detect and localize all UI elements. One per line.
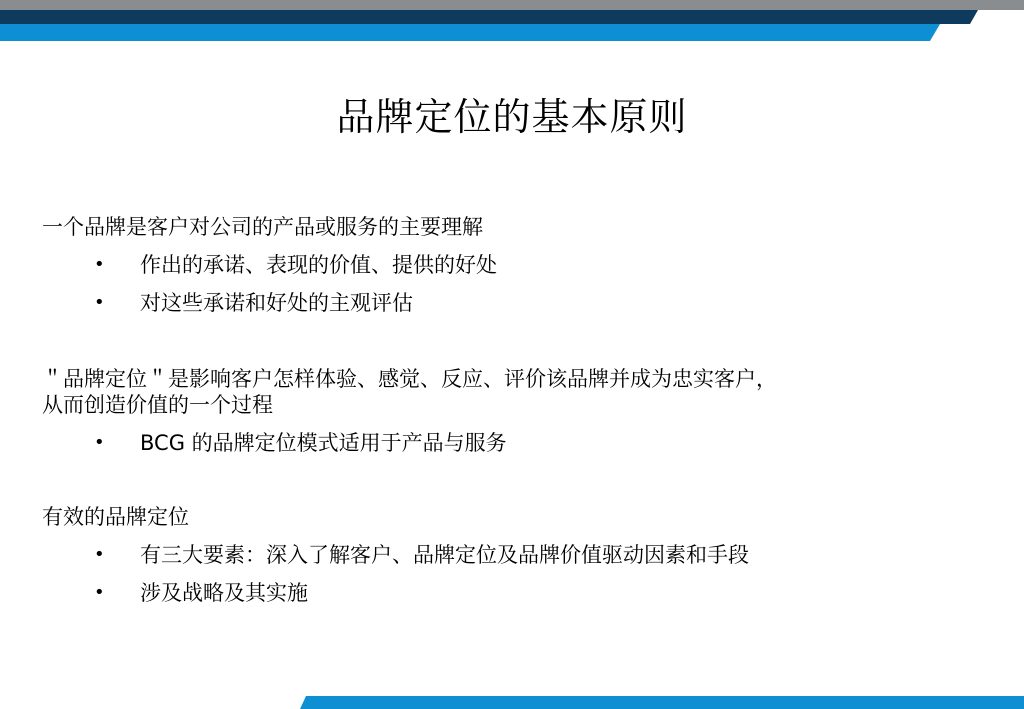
section-brand-positioning: [42, 366, 962, 456]
section-lead: 一个品牌是客户对公司的产品或服务的主要理解: [42, 215, 483, 239]
bullet-icon: •: [94, 544, 105, 565]
bullet-text: 作出的承诺、表现的价值、提供的好处: [140, 253, 497, 277]
section-effective-positioning: [42, 504, 962, 606]
bullet-text: 有三大要素：深入了解客户、品牌定位及品牌价值驱动因素和手段: [140, 543, 749, 567]
bullet-text: 涉及战略及其实施: [140, 581, 308, 605]
footer-blue-band: [300, 696, 1024, 709]
bullet-icon: •: [94, 254, 105, 275]
bullet-item: [42, 542, 962, 568]
bullet-item: [42, 252, 962, 278]
bullet-item: [42, 580, 962, 606]
bullet-icon: •: [94, 292, 105, 313]
bullet-icon: •: [94, 432, 105, 453]
bullet-text: BCG 的品牌定位模式适用于产品与服务: [140, 431, 507, 455]
header-navy-band: [0, 10, 978, 24]
section-lead-line: ＂品牌定位＂是影响客户怎样体验、感觉、反应、评价该品牌并成为忠实客户，: [42, 367, 777, 391]
bullet-icon: •: [94, 582, 105, 603]
section-lead: 有效的品牌定位: [42, 505, 189, 529]
header-gray-band: [0, 0, 1024, 10]
bullet-item: [42, 430, 962, 456]
section-brand-definition: [42, 214, 962, 316]
slide-body: [42, 214, 962, 606]
section-lead-line: 从而创造价值的一个过程: [42, 393, 273, 417]
bullet-text: 对这些承诺和好处的主观评估: [140, 291, 413, 315]
slide-title: 品牌定位的基本原则: [336, 95, 688, 139]
bullet-item: [42, 290, 962, 316]
header-blue-band: [0, 24, 940, 41]
